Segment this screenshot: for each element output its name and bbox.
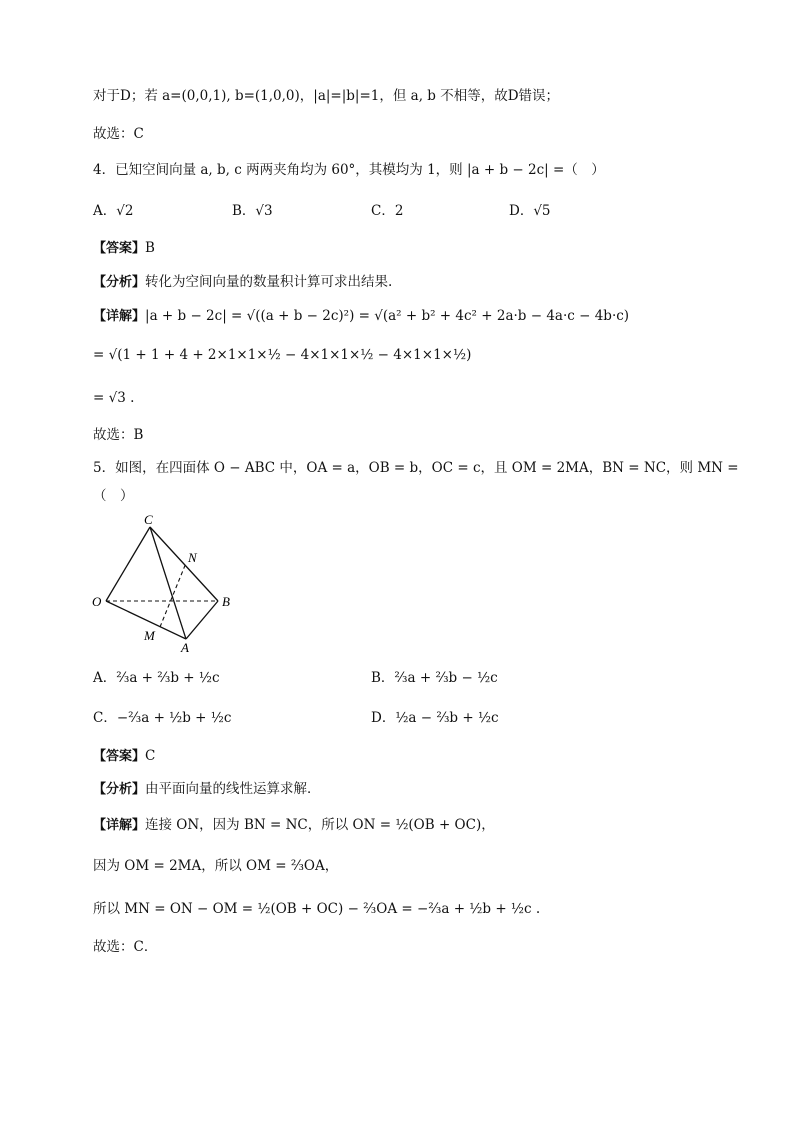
detail-text: 连接 ON，因为 BN = NC，所以 ON = ½(OB + OC)，: [145, 817, 495, 833]
question-4-stem: 4．已知空间向量 a, b, c 两两夹角均为 60°，其模均为 1，则 |a + b − 2c| =（ ）: [93, 162, 605, 178]
label-a: A: [181, 640, 189, 655]
line-option-d-reasoning: 对于D；若 a=(0,0,1), b=(1,0,0)，|a|=|b|=1，但 a, b 不相等，故D错误；: [93, 88, 560, 104]
answer-value: B: [145, 240, 155, 256]
q5-answer-line: [93, 746, 155, 767]
q5-detail-line-3: 所以 MN = ON − OM = ½(OB + OC) − ⅔OA = −⅔a + ½b + ½c .: [93, 901, 541, 917]
label-m: M: [144, 628, 155, 643]
q5-detail-line-1: [93, 815, 495, 836]
analysis-tag: 【分析】: [93, 782, 146, 797]
answer-tag: 【答案】: [93, 749, 146, 764]
q5-option-c: C．−⅔a + ½b + ½c: [93, 710, 232, 726]
edge-cb: [150, 527, 218, 601]
q4-analysis-line: [93, 272, 392, 293]
q5-choose-line: 故选：C．: [93, 939, 158, 955]
analysis-tag: 【分析】: [93, 275, 146, 290]
q5-detail-line-2: 因为 OM = 2MA，所以 OM = ⅔OA，: [93, 858, 339, 874]
label-n: N: [188, 550, 197, 565]
q5-option-a: A．⅔a + ⅔b + ½c: [93, 670, 220, 686]
answer-value: C: [145, 748, 156, 764]
q4-detail-line-3: = √3 .: [93, 390, 135, 406]
detail-tag: 【详解】: [93, 309, 146, 324]
q4-option-c: C．2: [371, 203, 404, 219]
q4-option-d: D．√5: [509, 203, 551, 219]
edge-ca: [150, 527, 186, 639]
edge-ab: [186, 601, 218, 639]
q4-option-b: B．√3: [232, 203, 273, 219]
q5-analysis-line: [93, 779, 321, 800]
q5-option-b: B．⅔a + ⅔b − ½c: [371, 670, 498, 686]
q4-answer-line: [93, 238, 155, 259]
edge-oc: [106, 527, 150, 601]
detail-formula: |a + b − 2c| = √((a + b − 2c)²) = √(a² + b² + 4c² + 2a·b − 4a·c − 4b·c): [145, 308, 630, 324]
q4-detail-line-1: [93, 306, 629, 327]
q4-option-a: A．√2: [93, 203, 134, 219]
question-5-stem: 5．如图，在四面体 O − ABC 中，OA = a，OB = b，OC = c，且 OM = 2MA，BN = NC，则 MN =: [93, 460, 739, 476]
tetrahedron-figure: [88, 515, 248, 655]
answer-tag: 【答案】: [93, 241, 146, 256]
segment-mn-dashed: [160, 563, 186, 627]
label-c: C: [144, 515, 153, 527]
detail-tag: 【详解】: [93, 818, 146, 833]
analysis-text: 转化为空间向量的数量积计算可求出结果.: [145, 274, 393, 290]
label-o: O: [92, 594, 102, 609]
q5-option-d: D．½a − ⅔b + ½c: [371, 710, 499, 726]
q4-choose-line: 故选：B: [93, 427, 144, 443]
answer-choice-line: 故选：C: [93, 126, 144, 142]
label-b: B: [222, 594, 230, 609]
question-5-paren: （ ）: [93, 488, 134, 504]
q4-detail-line-2: = √(1 + 1 + 4 + 2×1×1×½ − 4×1×1×½ − 4×1×1×½): [93, 347, 472, 363]
analysis-text: 由平面向量的线性运算求解．: [145, 781, 321, 797]
